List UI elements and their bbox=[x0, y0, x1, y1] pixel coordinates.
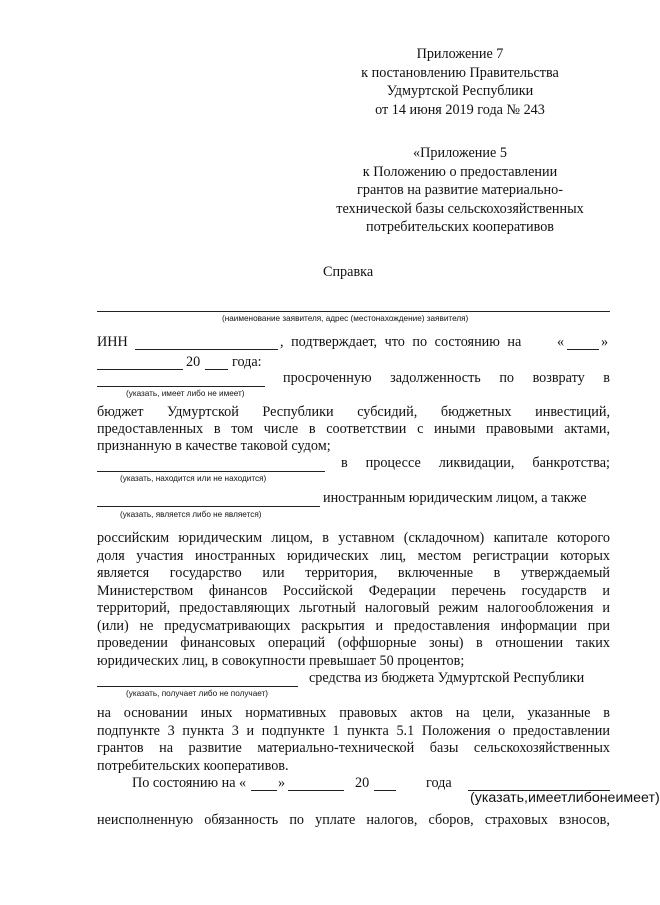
as-of-month-line bbox=[288, 790, 344, 791]
caption-word: имеет) bbox=[615, 790, 660, 806]
appendix-line: от 14 июня 2019 года № 243 bbox=[375, 101, 545, 118]
word: обязанность bbox=[204, 812, 279, 828]
appendix-line: технической базы сельскохозяйственных bbox=[336, 200, 584, 217]
appendix-line: к постановлению Правительства bbox=[361, 64, 559, 81]
foreign-entity-caption: (указать, является либо не является) bbox=[120, 510, 262, 519]
paragraph-line: бюджет Удмуртской Республики субсидий, бюджетных инвестиций, bbox=[97, 404, 610, 420]
as-of-day-line bbox=[251, 790, 277, 791]
appendix-line: к Положению о предоставлении bbox=[362, 163, 558, 180]
paragraph-line: (или) не предусматривающих раскрытия и предоставления информации при bbox=[97, 617, 610, 634]
word: уплате bbox=[315, 812, 356, 828]
paragraph-line: российским юридическим лицом, в уставном (складочном) капитале которого bbox=[97, 530, 610, 546]
word: по bbox=[289, 812, 305, 828]
debt-text-row bbox=[283, 370, 610, 387]
word: просроченную bbox=[283, 370, 372, 386]
paragraph-line: предоставленных в том числе в соответствии с иными правовыми актами, bbox=[97, 421, 610, 437]
as-of-year-suffix: года bbox=[426, 775, 452, 791]
appendix-line: грантов на развитие материально- bbox=[357, 182, 563, 198]
paragraph-line: проведении финансовых операций (оффшорные зоны) в отношении таких bbox=[97, 635, 610, 651]
inn-label: ИНН bbox=[97, 334, 128, 350]
caption-word: либо bbox=[567, 790, 600, 806]
word: возврату bbox=[532, 370, 585, 386]
word: в bbox=[341, 455, 348, 471]
as-of-date-prefix: По состоянию на « bbox=[132, 775, 247, 791]
inn-field-line bbox=[135, 349, 278, 350]
applicant-caption: (наименование заявителя, адрес (местонахождение) заявителя) bbox=[222, 314, 469, 323]
date-year-suffix: года: bbox=[232, 354, 262, 370]
word: ликвидации, bbox=[438, 455, 515, 471]
as-of-year-prefix: 20 bbox=[355, 775, 370, 791]
document-title: Справка bbox=[323, 264, 374, 280]
paragraph-line: доля участия иностранных юридических лиц, местом регистрации которых bbox=[97, 547, 610, 564]
paragraph-line: подпункте 3 пункта 3 и подпункте 1 пункта 5.1 Положения о предоставлении bbox=[97, 722, 610, 739]
word: в bbox=[603, 370, 610, 386]
date-close-quote: » bbox=[601, 334, 609, 350]
liquidation-caption: (указать, находится или не находится) bbox=[120, 474, 267, 483]
liquidation-text-row bbox=[341, 455, 610, 472]
date-open-quote: « bbox=[557, 334, 565, 350]
appendix-line: Приложение 7 bbox=[416, 46, 504, 62]
paragraph-line: потребительских кооперативов. bbox=[97, 757, 289, 774]
funds-text: средства из бюджета Удмуртской Республики bbox=[309, 670, 585, 686]
word: неисполненную bbox=[97, 812, 194, 828]
appendix-line: Удмуртской Республики bbox=[386, 83, 534, 99]
word: страховых bbox=[484, 812, 548, 828]
paragraph-line: грантов на развитие материально-технической базы сельскохозяйственных bbox=[97, 740, 610, 756]
appendix-7-block bbox=[300, 45, 620, 119]
word: сборов, bbox=[428, 812, 474, 828]
foreign-entity-text: иностранным юридическим лицом, а также bbox=[323, 490, 587, 506]
word: банкротства; bbox=[532, 455, 610, 471]
word: задолженность bbox=[390, 370, 481, 386]
caption-word: (указать, bbox=[470, 790, 528, 806]
caption-word: имеет bbox=[527, 790, 568, 806]
paragraph-line: является государство или территория, включенные в утверждаемый bbox=[97, 565, 610, 581]
inn-confirms-text: , подтверждает, что по состоянию на bbox=[280, 334, 522, 350]
word: по bbox=[499, 370, 514, 386]
tax-obligation-caption bbox=[470, 790, 660, 806]
appendix-5-block bbox=[300, 144, 620, 237]
debt-field-line bbox=[97, 386, 265, 387]
paragraph-line: на основании иных нормативных правовых актов на цели, указанные в bbox=[97, 705, 610, 721]
foreign-entity-field-line bbox=[97, 506, 320, 507]
paragraph-line: юридических лиц, в совокупности превышает 50 процентов; bbox=[97, 652, 465, 669]
funds-field-line bbox=[97, 686, 298, 687]
applicant-field-line bbox=[97, 311, 610, 312]
word: взносов, bbox=[558, 812, 610, 828]
funds-caption: (указать, получает либо не получает) bbox=[126, 689, 269, 698]
word: процессе bbox=[365, 455, 421, 471]
paragraph-line: территорий, предоставляющих льготный налоговый режим налогообложения и bbox=[97, 600, 610, 616]
debt-caption: (указать, имеет либо не имеет) bbox=[126, 389, 245, 398]
liquidation-field-line bbox=[97, 471, 325, 472]
word: налогов, bbox=[366, 812, 418, 828]
as-of-year-line bbox=[374, 790, 396, 791]
appendix-line: «Приложение 5 bbox=[413, 145, 507, 161]
date-month-line bbox=[97, 369, 183, 370]
tax-obligation-text-row bbox=[97, 812, 610, 829]
paragraph-line: Министерством финансов Российской Федерации перечень государств и bbox=[97, 582, 610, 599]
date-year-prefix: 20 bbox=[186, 354, 201, 370]
caption-word: не bbox=[599, 790, 616, 806]
appendix-line: потребительских кооперативов bbox=[365, 219, 554, 235]
date-year-line bbox=[205, 369, 228, 370]
paragraph-line: признанную в качестве таковой судом; bbox=[97, 438, 331, 454]
as-of-close-quote: » bbox=[278, 775, 286, 791]
date-day-line bbox=[567, 349, 599, 350]
